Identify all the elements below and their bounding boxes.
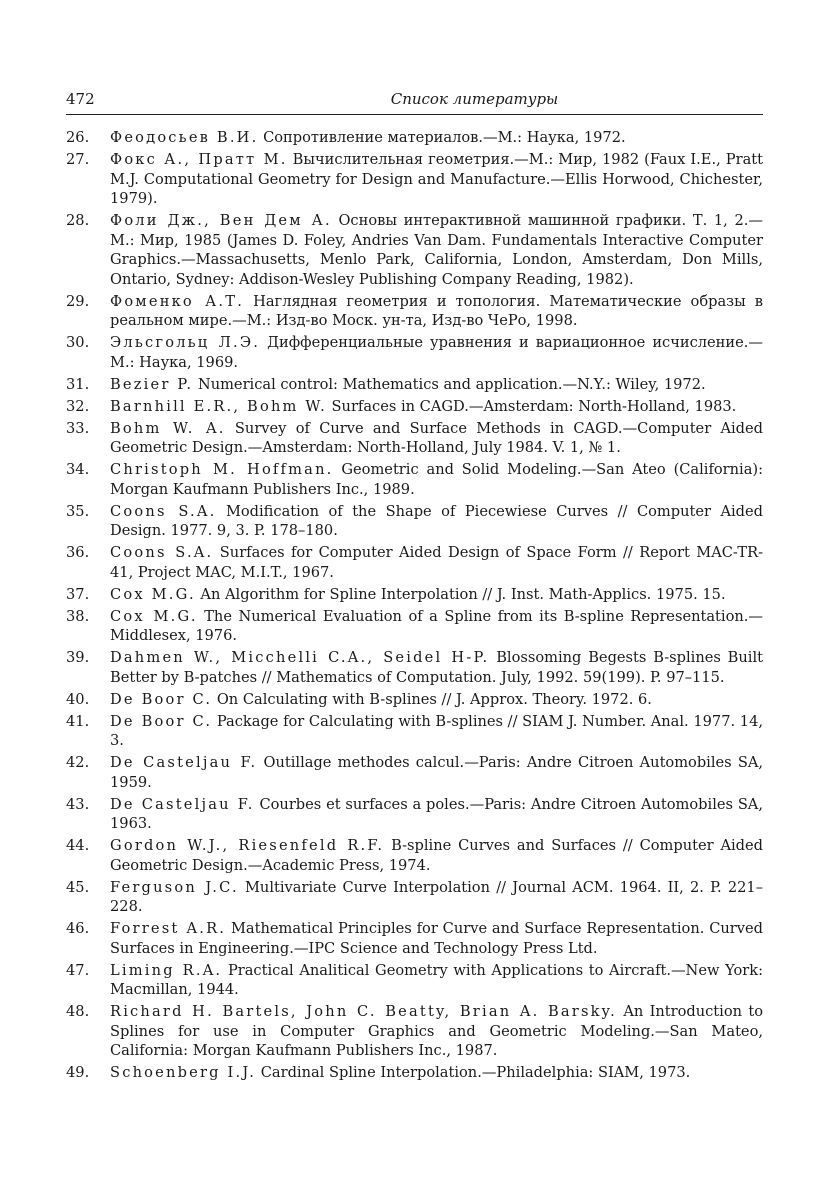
reference-number: 39. <box>66 649 90 666</box>
reference-author: Феодосьев В.И. <box>110 129 259 146</box>
reference-text: Наглядная геометрия и топология. Математические образы в реальном мире.—М.: Изд-во Моск. ун-та, Изд-во ЧеРо, 1998. <box>110 292 763 329</box>
reference-number: 49. <box>66 1064 90 1081</box>
reference-text: Numerical control: Mathematics and application.—N.Y.: Wiley, 1972. <box>193 375 706 393</box>
reference-text: An Introduction to Splines for use in Computer Graphics and Geometric Modeling.—San Mateo, California: Morgan Kaufmann Publishers Inc., 1987. <box>110 1003 763 1059</box>
reference-number: 38. <box>66 607 90 625</box>
reference-author: Gordon W.J., Riesenfeld R.F. <box>110 837 385 854</box>
reference-number: 32. <box>66 397 90 415</box>
reference-number: 48. <box>66 1003 90 1020</box>
reference-number: 36. <box>66 544 90 561</box>
reference-item <box>66 648 763 687</box>
reference-number: 45. <box>66 878 90 896</box>
reference-author: Фокс А., Пратт М. <box>110 151 288 168</box>
reference-author: De Boor C. <box>110 712 213 730</box>
reference-item <box>66 919 763 958</box>
reference-item <box>66 795 763 834</box>
reference-author: Coons S.A. <box>110 544 214 561</box>
reference-author: Christoph M. Hoffman. <box>110 461 334 478</box>
reference-number: 34. <box>66 461 90 478</box>
reference-number: 29. <box>66 292 90 310</box>
reference-list <box>66 128 763 1085</box>
reference-number: 28. <box>66 212 90 229</box>
reference-author: Forrest A.R. <box>110 920 227 937</box>
reference-author: Эльсгольц Л.Э. <box>110 334 261 351</box>
reference-item <box>66 961 763 1000</box>
reference-item <box>66 836 763 875</box>
page-number: 472 <box>66 90 95 108</box>
reference-author: Bohm W. A. <box>110 419 226 437</box>
reference-number: 27. <box>66 151 90 168</box>
reference-text: Вычислительная геометрия.—М.: Мир, 1982 (Faux I.E., Pratt M.J. Computational Geometry for Design and Manufacture.—Ellis Horwood, Chichester, 1979). <box>110 151 763 207</box>
reference-number: 40. <box>66 690 90 708</box>
reference-item <box>66 1002 763 1061</box>
reference-item <box>66 753 763 792</box>
reference-item <box>66 585 763 605</box>
reference-author: Liming R.A. <box>110 961 223 979</box>
reference-text: Дифференциальные уравнения и вариационное исчисление.— М.: Наука, 1969. <box>110 334 763 371</box>
reference-author: Barnhill E.R., Bohm W. <box>110 397 327 415</box>
reference-number: 31. <box>66 375 90 393</box>
reference-number: 46. <box>66 920 90 937</box>
reference-text: Outillage methodes calcul.—Paris: Andre Citroen Automobiles SA, 1959. <box>110 754 763 791</box>
reference-item <box>66 878 763 917</box>
reference-text: Surfaces in CAGD.—Amsterdam: North-Holland, 1983. <box>326 397 737 415</box>
reference-text: Cardinal Spline Interpolation.—Philadelphia: SIAM, 1973. <box>256 1064 691 1081</box>
reference-number: 33. <box>66 419 90 437</box>
reference-text: Основы интерактивной машинной графики. Т. 1, 2.— М.: Мир, 1985 (James D. Foley, Andries Van Dam. Fundamentals Interactive Computer Graphics.—Massachusetts, Menlo Park, California, London, Amsterdam, Don Mills, Ontario, Sydney: Addison-Wesley Publishing Company Reading, 1982). <box>110 212 763 288</box>
reference-text: Mathematical Principles for Curve and Surface Representation. Curved Surfaces in Engineering.—IPC Science and Technology Press Ltd. <box>110 920 763 957</box>
page-header <box>66 90 763 115</box>
reference-author: Richard H. Bartels, John C. Beatty, Brian A. Barsky. <box>110 1003 618 1020</box>
reference-text: Modification of the Shape of Piecewiese Curves // Computer Aided Design. 1977. 9, 3. P. 178–180. <box>110 502 764 539</box>
reference-text: An Algorithm for Spline Interpolation // J. Inst. Math-Applics. 1975. 15. <box>195 585 726 603</box>
reference-author: Фоли Дж., Вен Дем А. <box>110 212 332 229</box>
reference-text: Practical Analitical Geometry with Applications to Aircraft.—New York: Macmillan, 1944. <box>110 961 764 998</box>
reference-author: Фоменко А.Т. <box>110 292 245 310</box>
reference-text: Geometric and Solid Modeling.—San Ateo (California): Morgan Kaufmann Publishers Inc., 1989. <box>110 461 764 498</box>
reference-item <box>66 128 763 148</box>
reference-number: 43. <box>66 795 90 813</box>
reference-text: Courbes et surfaces a poles.—Paris: Andre Citroen Automobiles SA, 1963. <box>110 795 763 832</box>
reference-number: 41. <box>66 712 90 730</box>
reference-text: B-spline Curves and Surfaces // Computer Aided Geometric Design.—Academic Press, 1974. <box>110 837 763 874</box>
reference-number: 42. <box>66 754 90 771</box>
reference-text: Multivariate Curve Interpolation // Journal ACM. 1964. II, 2. P. 221–228. <box>110 878 763 915</box>
reference-text: Blossoming Begests B-splines Built Better by B-patches // Mathematics of Computation. July, 1992. 59(199). P. 97–115. <box>110 649 763 686</box>
reference-author: Bezier P. <box>110 375 194 393</box>
reference-text: Сопротивление материалов.—М.: Наука, 1972. <box>258 129 626 146</box>
reference-author: De Casteljau F. <box>110 795 255 813</box>
reference-number: 30. <box>66 334 90 351</box>
reference-text: The Numerical Evaluation of a Spline from its B-spline Representation.—Middlesex, 1976. <box>110 607 763 644</box>
reference-author: Cox M.G. <box>110 585 196 603</box>
reference-item <box>66 1063 763 1083</box>
reference-item <box>66 150 763 209</box>
reference-item <box>66 397 763 417</box>
reference-author: De Casteljau F. <box>110 754 258 771</box>
reference-author: Coons S.A. <box>110 502 217 520</box>
reference-number: 35. <box>66 502 90 520</box>
reference-item <box>66 375 763 395</box>
reference-item <box>66 333 763 372</box>
reference-text: On Calculating with B-splines // J. Approx. Theory. 1972. 6. <box>212 690 652 708</box>
reference-author: De Boor C. <box>110 690 213 708</box>
reference-text: Survey of Curve and Surface Methods in CAGD.—Computer Aided Geometric Design.—Amsterdam: North-Holland, July 1984. V. 1, № 1. <box>110 419 763 456</box>
reference-number: 26. <box>66 129 90 146</box>
reference-item <box>66 419 763 458</box>
reference-text: Package for Calculating with B-splines // SIAM J. Number. Anal. 1977. 14, 3. <box>110 712 763 749</box>
reference-item <box>66 292 763 331</box>
reference-number: 37. <box>66 585 90 603</box>
reference-author: Schoenberg I.J. <box>110 1064 257 1081</box>
reference-text: Surfaces for Computer Aided Design of Space Form // Report MAC-TR-41, Project MAC, M.I.T., 1967. <box>110 544 763 581</box>
reference-item <box>66 211 763 289</box>
reference-number: 47. <box>66 961 90 979</box>
reference-item <box>66 607 763 646</box>
reference-item <box>66 502 763 541</box>
reference-author: Cox M.G. <box>110 607 198 625</box>
reference-item <box>66 690 763 710</box>
reference-number: 44. <box>66 837 90 854</box>
reference-author: Ferguson J.C. <box>110 878 239 896</box>
running-title: Список литературы <box>390 90 559 108</box>
reference-item <box>66 712 763 751</box>
reference-author: Dahmen W., Micchelli C.A., Seidel H-P. <box>110 649 490 666</box>
reference-item <box>66 460 763 499</box>
reference-item <box>66 543 763 582</box>
